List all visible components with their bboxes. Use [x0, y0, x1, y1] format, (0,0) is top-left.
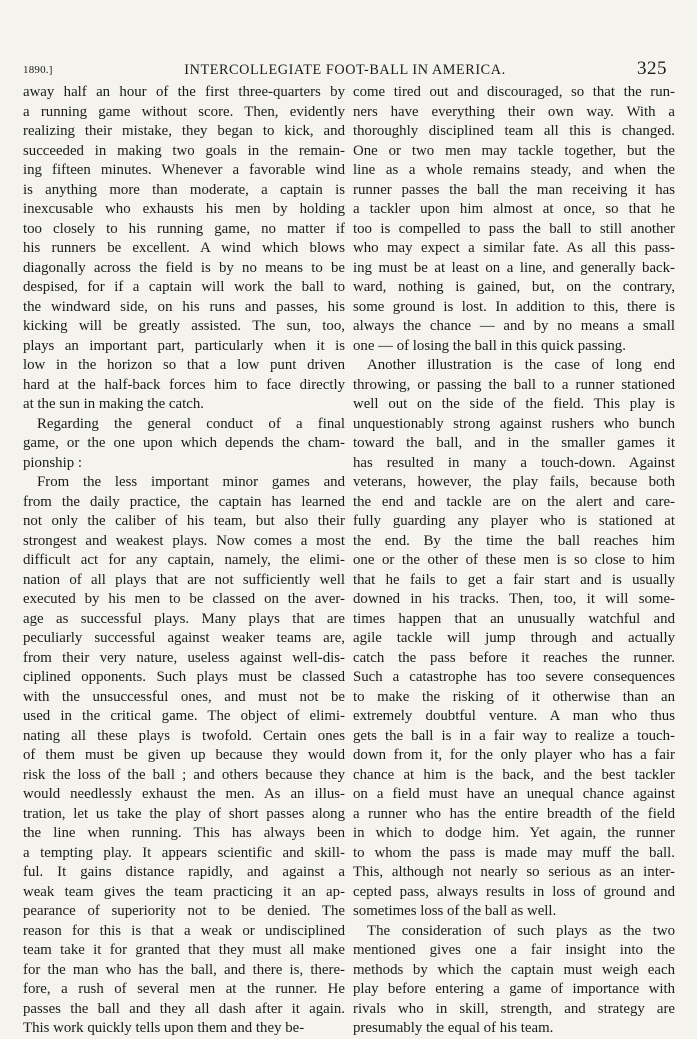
left-column — [23, 83, 345, 1039]
text-line: tration, let us take the play of short passes along — [23, 805, 345, 822]
text-line: Regarding the general conduct of a final — [37, 415, 345, 432]
paragraph — [23, 415, 345, 474]
text-line: ful. It gains distance rapidly, and against a — [23, 864, 345, 880]
text-line: with the unsuccessful ones, and must not be — [23, 688, 345, 705]
text-line: toward the ball, and in the smaller games it — [353, 435, 675, 451]
text-line: succeeded in making two goals in the remain- — [23, 142, 345, 159]
text-line: play before entering a game of importance with — [353, 981, 675, 997]
text-line: line as a whole remains steady, and when the — [353, 162, 675, 178]
text-line: agile tackle will jump through and actually — [353, 630, 675, 646]
text-line: unquestionably strong against rushers who bunch — [353, 415, 675, 432]
text-line: low in the horizon so that a low punt driven — [23, 357, 345, 373]
text-line: to make the risking of it otherwise than an — [353, 688, 675, 705]
text-line: from the daily practice, the captain has learned — [23, 493, 345, 510]
text-line: realizing their mistake, they began to kick, and — [23, 123, 345, 139]
text-line: age as successful plays. Many plays that are — [23, 610, 345, 627]
text-line: throwing, or passing the ball to a runner stationed — [353, 376, 675, 393]
text-line: not only the caliber of his team, but also their — [23, 513, 345, 529]
text-line: From the less important minor games and — [37, 474, 345, 490]
text-line: a tempting play. It appears scientific and skill- — [23, 844, 345, 861]
text-line: on a field must have an unequal chance against — [353, 786, 675, 802]
text-line: a tackler upon him almost at once, so that he — [353, 201, 675, 217]
text-line: reason for this is that a weak or undisciplined — [23, 922, 345, 939]
paragraph — [353, 356, 675, 922]
text-line: rivals who in skill, strength, and strategy are — [353, 1000, 675, 1017]
text-line: pionship : — [23, 454, 82, 471]
text-line: the windward side, on his runs and passes, his — [23, 298, 345, 315]
text-line: Such a catastrophe has too severe consequences — [353, 669, 675, 685]
text-line: kicking will be greatly assisted. The sun, too, — [23, 318, 345, 334]
text-line: pearance of superiority not to be denied. The — [23, 903, 345, 919]
text-line: despised, for if a captain will work the ball to — [23, 279, 345, 295]
paragraph — [23, 473, 345, 1039]
text-line: too closely to his running game, no matter if — [23, 220, 345, 237]
text-line: extremely doubtful venture. A man who thus — [353, 708, 675, 724]
header-year: 1890.] — [23, 64, 53, 76]
header-title: INTERCOLLEGIATE FOOT-BALL IN AMERICA. — [184, 62, 506, 78]
paragraph — [353, 83, 675, 356]
text-line: for the man who has the ball, and there is, there- — [23, 961, 345, 978]
text-line: gets the ball is in a fair way to realize a touch- — [353, 727, 675, 744]
text-line: in which to dodge him. Yet again, the runner — [353, 825, 675, 841]
text-line: fully guarding any player who is stationed at — [353, 513, 675, 529]
text-line: the end and tackle are on the alert and care- — [353, 493, 675, 510]
text-line: difficult act for any captain, namely, the elimi- — [23, 552, 345, 568]
text-line: who may expect a similar fate. As all this pass- — [353, 240, 675, 256]
text-line: chance at him is the back, and the best tackler — [353, 766, 675, 783]
text-line: This, although not nearly so serious as an inter- — [353, 864, 675, 880]
text-line: thoroughly disciplined team all this is changed. — [353, 123, 675, 139]
paragraph — [353, 922, 675, 1039]
text-line: always the chance — and by no means a small — [353, 318, 675, 334]
text-line: weak team gives the team practicing it an ap- — [23, 883, 345, 900]
text-line: away half an hour of the first three-quarters by — [23, 84, 345, 100]
text-line: catch the pass before it reaches the runner. — [353, 649, 675, 666]
text-line: down from it, for the only player who has a fair — [353, 747, 675, 763]
text-line: sometimes loss of the ball as well. — [353, 903, 557, 919]
text-line: some ground is lost. In addition to this, there is — [353, 298, 675, 315]
text-line: ward, nothing is gained, but, on the contrary, — [353, 279, 675, 295]
text-line: would needlessly exhaust the men. As an illus- — [23, 786, 345, 802]
text-line: team take it for granted that they must all make — [23, 942, 345, 958]
text-line: ners have everything their own way. With a — [353, 103, 675, 120]
text-line: used in the critical game. The object of elimi- — [23, 708, 345, 724]
page-number: 325 — [637, 58, 667, 79]
text-line: The consideration of such plays as the two — [367, 922, 675, 939]
text-line: ing must be at least on a line, and generally back- — [353, 259, 675, 276]
text-line: the end. By the time the ball reaches him — [353, 532, 675, 549]
text-line: from their very nature, useless against well-dis- — [23, 649, 345, 666]
text-line: has resulted in many a touch-down. Against — [353, 454, 675, 471]
text-line: hard at the half-back forces him to face directly — [23, 376, 345, 393]
text-line: This work quickly tells upon them and they be- — [23, 1020, 305, 1036]
text-line: a runner who has the entire breadth of the field — [353, 805, 675, 822]
text-line: come tired out and discouraged, so that the run- — [353, 84, 675, 100]
text-line: his runners be excellent. A wind which blows — [23, 240, 345, 256]
text-line: one or the other of these men is so close to him — [353, 552, 675, 568]
text-line: veterans, however, the play fails, because both — [353, 474, 675, 490]
text-line: mentioned gives one a fair insight into the — [353, 942, 675, 958]
text-line: the line when running. This has always been — [23, 825, 345, 841]
text-line: a running game without score. Then, evidently — [23, 103, 345, 120]
text-line: that he fails to get a fair start and is usually — [353, 571, 675, 588]
text-line: times happen that an unusually watchful and — [353, 610, 675, 627]
text-line: peculiarly successful against weaker teams are, — [23, 630, 345, 646]
text-line: Another illustration is the case of long end — [367, 357, 675, 373]
text-line: too is compelled to pass the ball to still another — [353, 220, 675, 237]
text-line: plays an important part, particularly when it is — [23, 337, 345, 354]
text-line: ciplined opponents. Such plays must be classed — [23, 669, 345, 685]
text-line: risk the loss of the ball ; and others because they — [23, 766, 345, 783]
text-line: methods by which the captain must weigh each — [353, 961, 675, 978]
text-line: presumably the equal of his team. — [353, 1020, 554, 1036]
text-line: cepted pass, always results in loss of ground and — [353, 883, 675, 900]
text-line: downed in his tracks. Then, too, it will some- — [353, 591, 675, 607]
text-line: ing fifteen minutes. Whenever a favorable wind — [23, 162, 345, 178]
text-line: is anything more than moderate, a captain is — [23, 181, 345, 198]
text-line: game, or the one upon which depends the cham- — [23, 435, 345, 451]
text-line: strongest and weakest plays. Now comes a most — [23, 532, 345, 549]
text-line: fore, a rush of several men at the runner. He — [23, 981, 345, 997]
text-line: executed by his men to be classed on the aver- — [23, 591, 345, 607]
text-line: inexcusable who exhausts his men by holding — [23, 201, 345, 217]
text-line: nating all these plays is twofold. Certain ones — [23, 727, 345, 744]
text-line: well out on the side of the field. This play is — [353, 396, 675, 412]
text-line: of them must be given up because they would — [23, 747, 345, 763]
text-line: one — of losing the ball in this quick passing. — [353, 337, 626, 354]
text-line: One or two men may tackle together, but the — [353, 142, 675, 159]
text-line: to whom the pass is made may muff the ball. — [353, 844, 675, 861]
right-column — [353, 83, 675, 1039]
text-line: diagonally across the field is by no means to be — [23, 259, 345, 276]
running-header — [23, 58, 667, 82]
text-line: runner passes the ball the man receiving it has — [353, 181, 675, 198]
text-line: at the sun in making the catch. — [23, 396, 204, 412]
paragraph — [23, 83, 345, 415]
text-line: passes the ball and they all dash after it again. — [23, 1000, 345, 1017]
text-line: nation of all plays that are not sufficiently well — [23, 571, 345, 588]
